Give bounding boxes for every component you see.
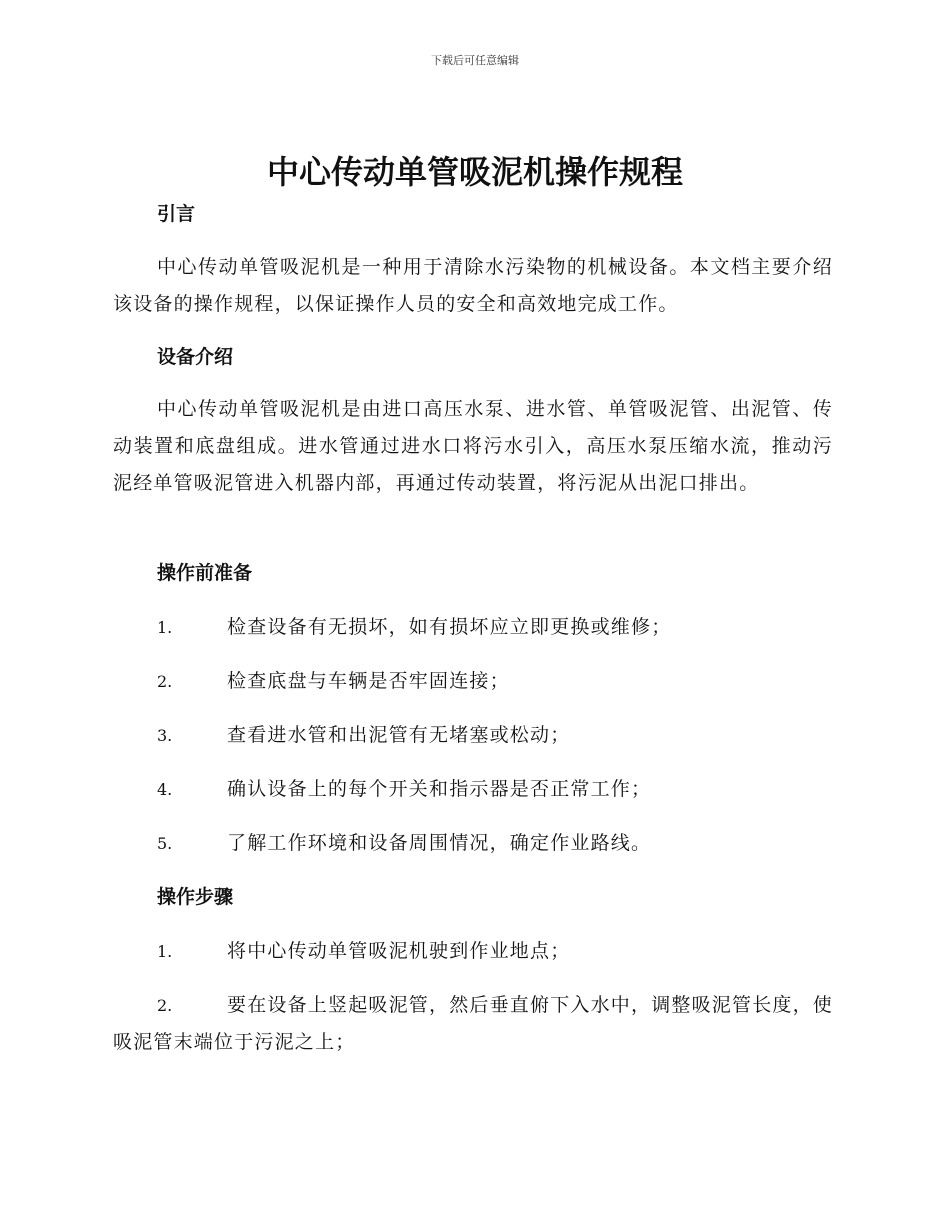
- document-title: 中心传动单管吸泥机操作规程: [266, 153, 683, 191]
- preparation-item: [157, 771, 833, 808]
- item-number: 1.: [157, 618, 173, 637]
- item-number: 2.: [157, 672, 173, 691]
- item-text: 确认设备上的每个开关和指示器是否正常工作；: [227, 778, 652, 800]
- equipment-paragraph: 中心传动单管吸泥机是由进口高压水泵、进水管、单管吸泥管、出泥管、传动装置和底盘组成。进水管通过进水口将污水引入，高压水泵压缩水流，推动污泥经单管吸泥管进入机器内部，再通过传动装置，将污泥从出泥口排出。: [113, 398, 833, 494]
- item-text: 查看进水管和出泥管有无堵塞或松动；: [227, 724, 571, 746]
- item-number: 1.: [157, 942, 173, 961]
- item-number: 5.: [157, 834, 173, 853]
- intro-paragraph: 中心传动单管吸泥机是一种用于清除水污染物的机械设备。本文档主要介绍该设备的操作规程，以保证操作人员的安全和高效地完成工作。: [113, 256, 833, 315]
- item-text: 了解工作环境和设备周围情况，确定作业路线。: [227, 832, 652, 854]
- item-number: 4.: [157, 780, 173, 799]
- step-item: [113, 987, 833, 1061]
- item-number: 3.: [157, 726, 173, 745]
- section-heading-steps: 操作步骤: [157, 886, 234, 908]
- section-heading-equipment: 设备介绍: [157, 346, 234, 368]
- page-header-note: 下载后可任意编辑: [431, 54, 519, 67]
- item-text: 检查底盘与车辆是否牢固连接；: [227, 670, 510, 692]
- preparation-item: [157, 609, 833, 646]
- item-text: 将中心传动单管吸泥机驶到作业地点；: [227, 940, 571, 962]
- preparation-item: [157, 825, 833, 862]
- item-text: 检查设备有无损坏，如有损坏应立即更换或维修；: [227, 616, 672, 638]
- item-text: 要在设备上竖起吸泥管，然后垂直俯下入水中，调整吸泥管长度，使吸泥管末端位于污泥之上；: [113, 994, 834, 1053]
- item-number: 2.: [157, 996, 173, 1015]
- step-item: [157, 933, 833, 970]
- section-heading-intro: 引言: [157, 203, 196, 225]
- section-heading-preparation: 操作前准备: [157, 562, 253, 584]
- preparation-item: [157, 717, 833, 754]
- preparation-item: [157, 663, 833, 700]
